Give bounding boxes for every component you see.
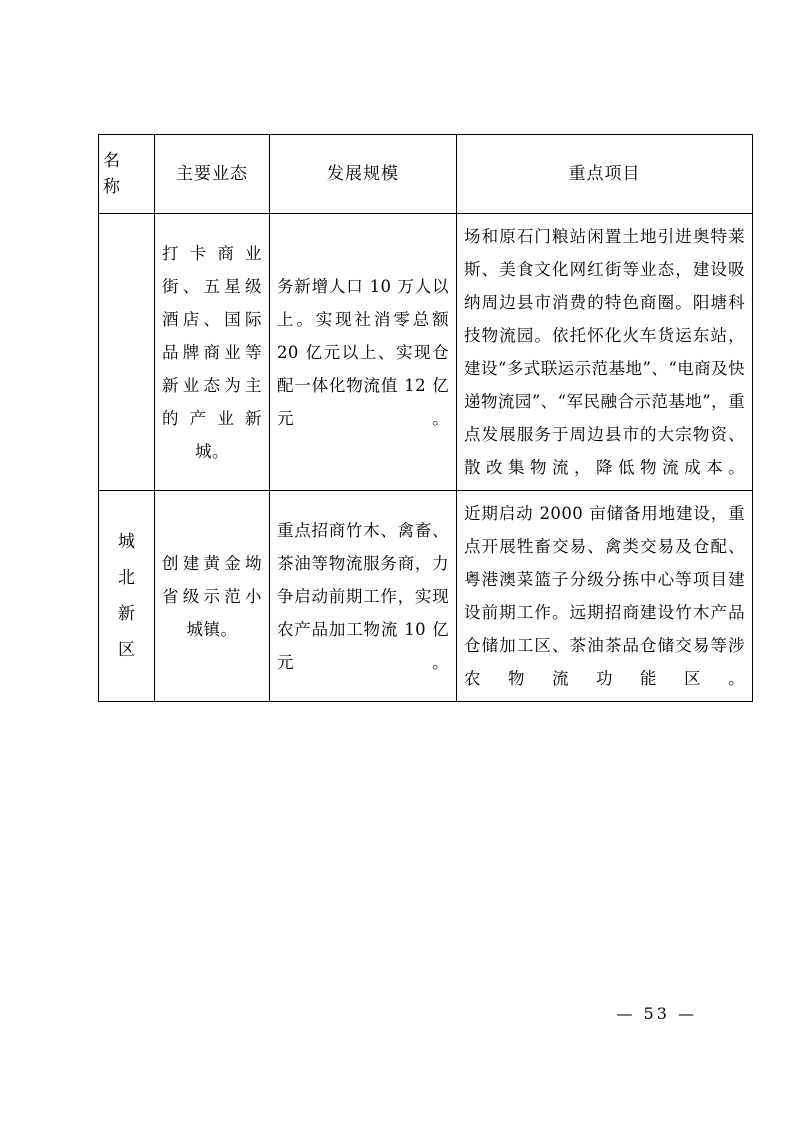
row-key-projects-cell: 场和原石门粮站闲置土地引进奥特莱斯、美食文化网红街等业态，建设吸纳周边县市消费的特色商圈。阳塘科技物流园。依托怀化火车货运东站，建设“多式联运示范基地”、“电商及快递物流园”、“军民融合示范基地”，重点发展服务于周边县市的大宗物资、散改集物流，降低物流成本。 — [457, 214, 753, 491]
table-row — [99, 491, 753, 702]
row-key-projects-cell: 近期启动 2000 亩储备用地建设，重点开展牲畜交易、禽类交易及仓配、粤港澳菜篮子分级分拣中心等项目建设前期工作。远期招商建设竹木产品仓储加工区、茶油茶品仓储交易等涉农物流功能区。 — [457, 491, 753, 702]
table-header — [99, 135, 753, 214]
column-header-key-projects: 重点项目 — [457, 135, 753, 214]
table-row — [99, 214, 753, 491]
table-body — [99, 214, 753, 702]
column-header-main-format: 主要业态 — [155, 135, 270, 214]
table-header-row — [99, 135, 753, 214]
row-name-cell: 城 北 新 区 — [99, 491, 155, 702]
page-number: — 53 — — [616, 1004, 697, 1023]
row-name-cell — [99, 214, 155, 491]
policy-table — [98, 134, 753, 702]
row-development-scale-cell: 务新增人口 10 万人以上。实现社消零总额 20 亿元以上、实现仓配一体化物流值 12 亿元。 — [270, 214, 457, 491]
column-header-name: 名 称 — [99, 135, 155, 214]
row-main-format-cell: 创建黄金坳省级示范小城镇。 — [155, 491, 270, 702]
row-main-format-cell: 打卡商业街、五星级酒店、国际品牌商业等新业态为主的产业新城。 — [155, 214, 270, 491]
row-development-scale-cell: 重点招商竹木、禽畜、茶油等物流服务商，力争启动前期工作，实现农产品加工物流 10 亿元。 — [270, 491, 457, 702]
column-header-development-scale: 发展规模 — [270, 135, 457, 214]
